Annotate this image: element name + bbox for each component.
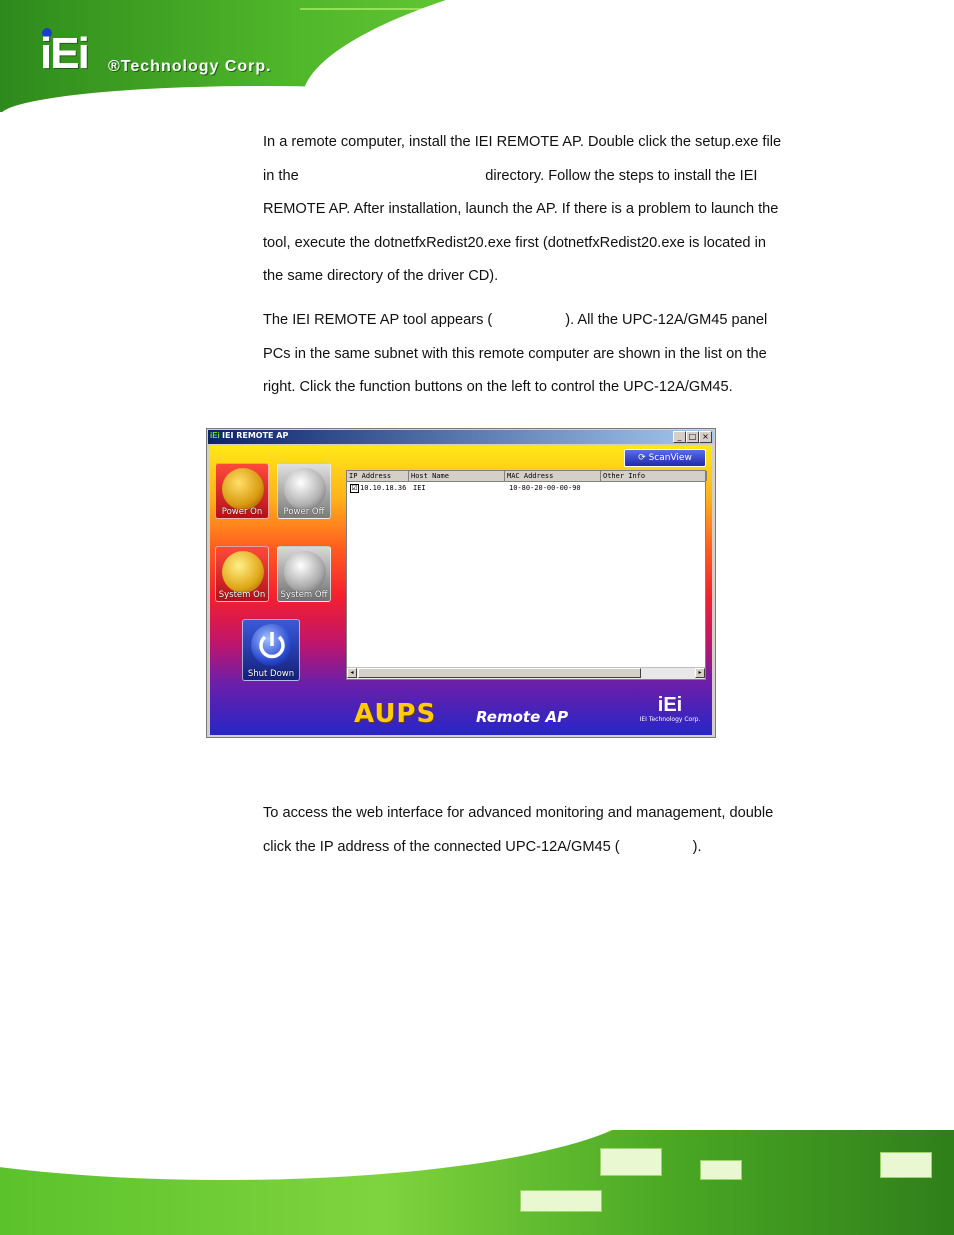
circuit-chip [600, 1148, 662, 1176]
shut-down-label: Shut Down [247, 669, 295, 679]
window-titlebar [208, 430, 714, 444]
paragraph-install [263, 126, 833, 294]
column-header-mac[interactable]: MAC Address [505, 471, 601, 481]
corner-logo-mark: iEi [657, 694, 683, 716]
page-header [0, 0, 954, 112]
circuit-chip [520, 1190, 602, 1212]
text-line: PCs in the same subnet with this remote computer are shown in the list on the [263, 345, 767, 362]
refresh-icon: ⟳ [638, 453, 649, 463]
cell-ip-address[interactable]: 10.10.18.36 [360, 484, 407, 492]
shut-down-icon [251, 624, 293, 666]
system-off-label: System Off [280, 590, 328, 600]
logo-text: ®Technology Corp. [108, 58, 272, 75]
power-on-button[interactable] [215, 463, 269, 519]
column-header-ip[interactable]: IP Address [347, 471, 409, 481]
column-header-host[interactable]: Host Name [409, 471, 505, 481]
power-off-button[interactable] [277, 463, 331, 519]
scroll-right-arrow-icon[interactable]: ▸ [695, 668, 705, 678]
page-footer [0, 1130, 954, 1235]
text-line: right. Click the function buttons on the left to control the UPC-12A/GM45. [263, 379, 733, 395]
power-off-label: Power Off [283, 507, 325, 517]
aups-logo: AUPS [354, 699, 437, 729]
system-on-button[interactable] [215, 546, 269, 602]
window-title: IEI REMOTE AP [222, 431, 289, 440]
list-header [347, 471, 705, 482]
scrollbar-thumb[interactable] [358, 668, 641, 678]
column-header-other[interactable]: Other Info [601, 471, 707, 481]
system-off-button[interactable] [277, 546, 331, 602]
horizontal-scrollbar[interactable] [347, 667, 705, 679]
text-line: the same directory of the driver CD). [263, 268, 499, 284]
power-symbol-icon [251, 624, 293, 666]
text-line: REMOTE AP. After installation, launch the AP. If there is a problem to launch the [263, 201, 779, 217]
text-line: The IEI REMOTE AP tool appears ( ). All the UPC-12A/GM45 panel [263, 312, 768, 328]
remote-ap-label: Remote AP [476, 708, 569, 726]
close-button[interactable]: × [699, 431, 712, 443]
scanview-button[interactable] [624, 449, 706, 467]
iei-logo [40, 30, 290, 90]
text-line: To access the web interface for advanced monitoring and management, double [263, 805, 774, 821]
app-icon: iEi [210, 431, 220, 440]
system-off-icon [284, 551, 326, 593]
logo-mark: iEi [40, 29, 88, 78]
minimize-button[interactable]: _ [673, 431, 686, 443]
remote-ap-window [206, 428, 716, 738]
cell-host-name: IEI [413, 484, 426, 492]
circuit-chip [880, 1152, 932, 1178]
paragraph-web-interface [263, 797, 833, 864]
text-line: click the IP address of the connected UPC-12A/GM45 ( ). [263, 838, 702, 855]
row-checkbox[interactable]: ☑ [351, 485, 358, 492]
scroll-left-arrow-icon[interactable]: ◂ [347, 668, 357, 678]
power-off-icon [284, 468, 326, 510]
power-on-icon [222, 468, 264, 510]
window-client-area [210, 446, 712, 735]
shut-down-button[interactable] [242, 619, 300, 681]
cell-mac-address: 10-80-20-00-00-90 [509, 484, 581, 492]
paragraph-tool-appears [263, 304, 833, 405]
scanview-label: ScanView [648, 453, 692, 463]
system-on-icon [222, 551, 264, 593]
circuit-chip [700, 1160, 742, 1180]
text-line: In a remote computer, install the IEI REMOTE AP. Double click the setup.exe file [263, 134, 782, 150]
maximize-button[interactable]: □ [686, 431, 699, 443]
system-on-label: System On [218, 590, 266, 600]
power-on-label: Power On [221, 507, 263, 517]
device-list[interactable] [346, 470, 706, 680]
corner-logo-text: IEI Technology Corp. [639, 716, 701, 723]
text-line: in the directory. Follow the steps to install the IEI [263, 167, 758, 184]
text-line: tool, execute the dotnetfxRedist20.exe first (dotnetfxRedist20.exe is located in [263, 234, 766, 251]
iei-corner-logo [630, 694, 710, 730]
